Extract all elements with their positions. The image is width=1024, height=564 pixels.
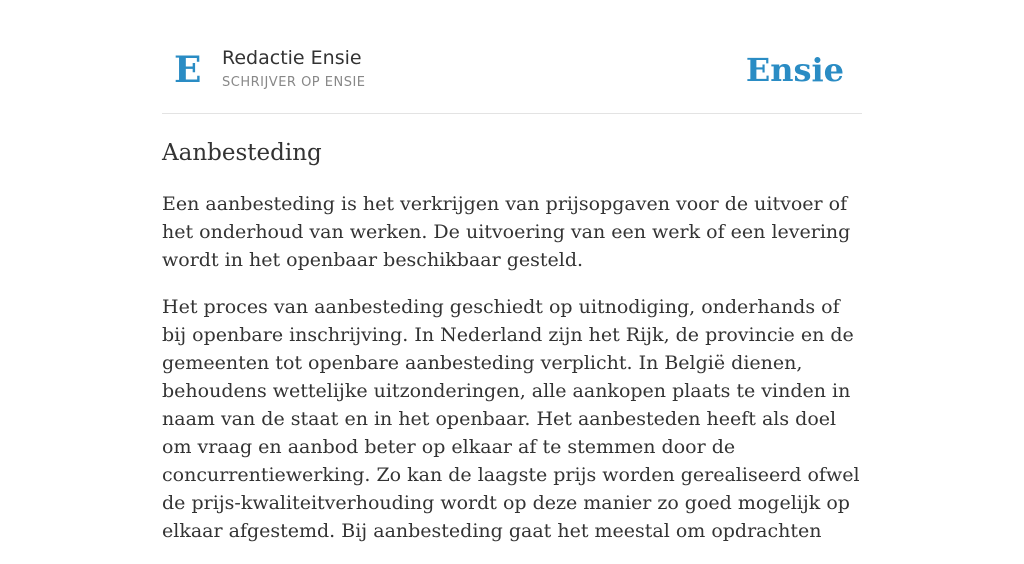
article-paragraph-1: Een aanbesteding is het verkrijgen van prijsopgaven voor de uitvoer of het onderhoud van werken. De uitvoering van een werk of een levering wordt in het openbaar beschikbaar gesteld. xyxy=(162,193,851,271)
author-header xyxy=(162,0,862,114)
article-body xyxy=(162,190,862,564)
content-column xyxy=(162,0,862,542)
author-role: SCHRIJVER OP ENSIE xyxy=(222,75,366,90)
author-name[interactable]: Redactie Ensie xyxy=(222,47,362,69)
article-paragraph-2: Het proces van aanbesteding geschiedt op uitnodiging, onderhands of bij openbare inschrijving. In Nederland zijn het Rijk, de provincie en de gemeenten tot openbare aanbesteding verplicht. In België dienen, behoudens wettelijke uitzonderingen, alle aankopen plaats te vinden in naam van de staat en in het openbaar. Het aanbesteden heeft als doel om vraag en aanbod beter op elkaar af te stemmen door de concurrentiewerking. Zo kan de laagste prijs worden gerealiseerd ofwel de prijs-kwaliteitverhouding wordt op deze manier zo goed mogelijk op elkaar afgestemd. Bij aanbesteding gaat het meestal om opdrachten xyxy=(162,296,860,542)
ensie-logo-mark[interactable]: E xyxy=(174,49,202,91)
article-title: Aanbesteding xyxy=(162,140,322,166)
ensie-brand-logo[interactable]: Ensie xyxy=(745,51,844,89)
